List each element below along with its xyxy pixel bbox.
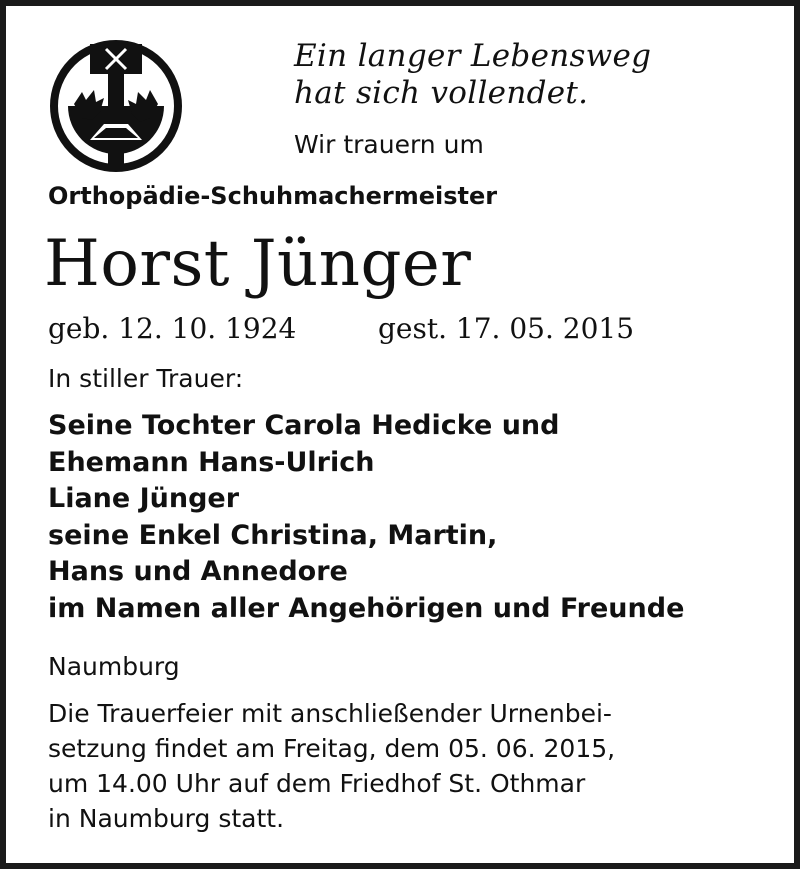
funeral-line: in Naumburg statt. [48,804,285,833]
profession: Orthopädie-Schuhmachermeister [48,182,498,210]
place: Naumburg [48,652,180,681]
death-date: gest. 17. 05. 2015 [378,312,635,345]
mourner-line: seine Enkel Christina, Martin, [48,519,498,551]
mourn-intro: Wir trauern um [294,130,484,159]
funeral-line: um 14.00 Uhr auf dem Friedhof St. Othmar [48,769,586,798]
mourner-line: Ehemann Hans-Ulrich [48,446,375,478]
birth-date: geb. 12. 10. 1924 [48,312,297,345]
mourner-line: Seine Tochter Carola Hedicke und [48,410,560,441]
mourners-list [48,408,684,627]
motto [294,38,651,112]
life-dates [48,312,635,345]
shoemaker-guild-emblem-icon [46,34,186,174]
deceased-name: Horst Jünger [44,227,472,301]
motto-line: Ein langer Lebensweg [294,38,652,74]
mourner-line: Liane Jünger [48,483,240,514]
mourner-line: Hans und Annedore [48,556,348,587]
funeral-details [48,696,615,836]
mourner-line: im Namen aller Angehörigen und Freunde [48,592,685,624]
funeral-line: Die Trauerfeier mit anschließender Urnenbei- [48,699,612,728]
motto-line: hat sich vollendet. [294,75,589,111]
grief-intro: In stiller Trauer: [48,364,244,393]
funeral-line: setzung findet am Freitag, dem 05. 06. 2015, [48,734,616,763]
